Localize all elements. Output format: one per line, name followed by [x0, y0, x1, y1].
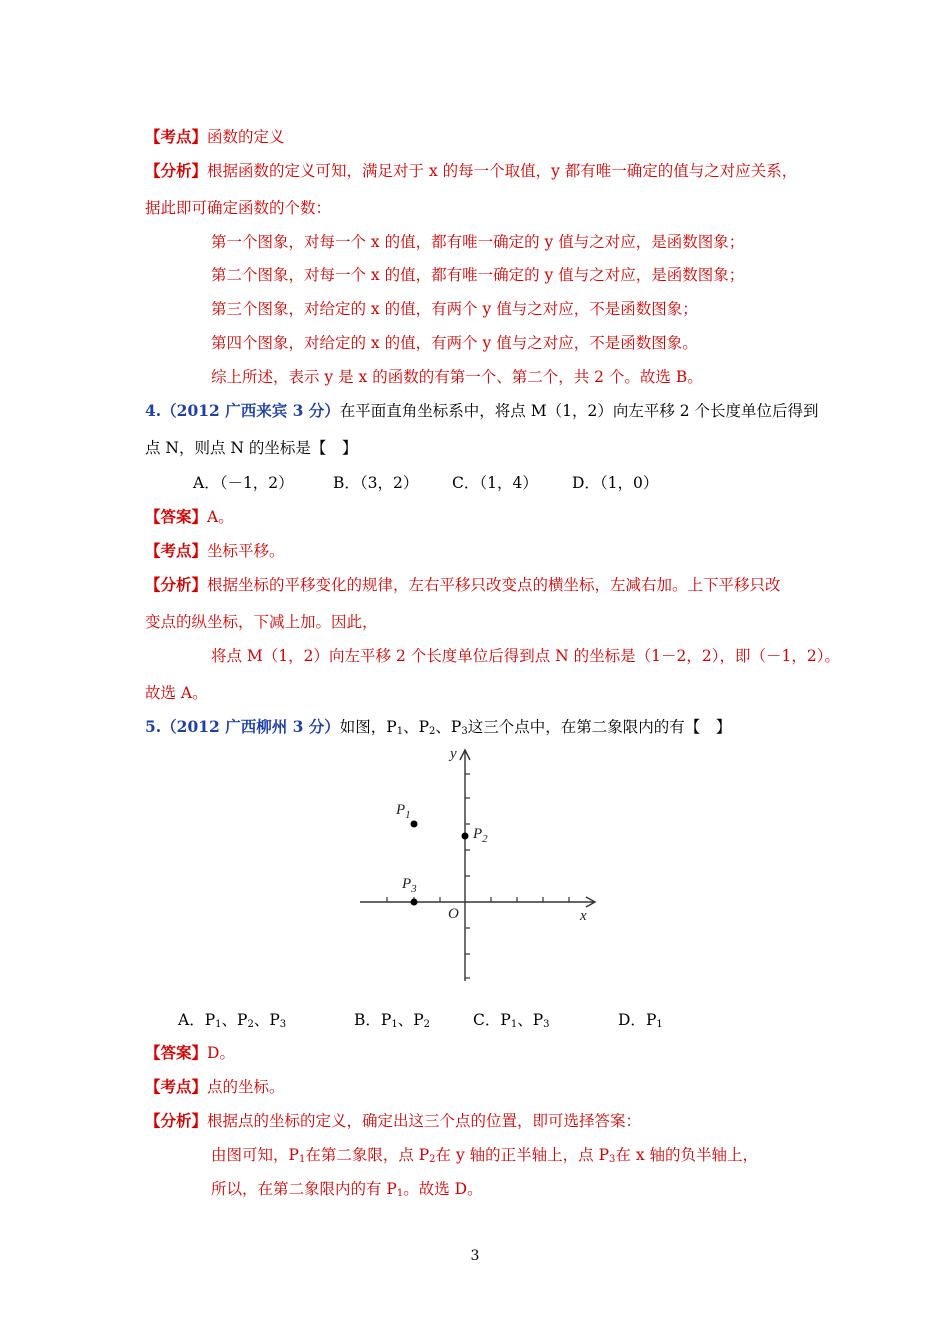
- q5-answer-line: [145, 1043, 235, 1063]
- option-text: 、P: [221, 1011, 248, 1029]
- point-p3: [411, 899, 418, 906]
- q3-reason-1: 第一个图象，对每一个 x 的值，都有唯一确定的 y 值与之对应，是函数图象；: [211, 233, 745, 251]
- p-letter: P: [402, 876, 412, 892]
- subscript: 1: [396, 726, 404, 737]
- p1-subscript: 1: [405, 809, 411, 821]
- origin-label: O: [448, 906, 459, 922]
- p1-label: [395, 802, 411, 821]
- fenxi-text: 。故选 D。: [403, 1180, 483, 1198]
- q4-kaodian: 坐标平移。: [207, 542, 285, 560]
- option-letter: D．: [618, 1011, 646, 1029]
- subscript: 3: [461, 726, 468, 737]
- q4-stem-line-1: [145, 401, 819, 421]
- option-letter: C．: [473, 1011, 501, 1029]
- option-text: P: [380, 1011, 392, 1029]
- subscript: 1: [396, 1188, 404, 1199]
- q4-stem-1: 在平面直角坐标系中，将点 M（1，2）向左平移 2 个长度单位后得到: [339, 402, 819, 420]
- q3-reason-3: 第三个图象，对给定的 x 的值，有两个 y 值与之对应，不是函数图象；: [211, 300, 698, 318]
- q5-stem-text: 、P: [435, 718, 462, 736]
- q4-fenxi-line-1: [145, 575, 781, 595]
- subscript: 2: [423, 1019, 431, 1030]
- q4-fenxi-line-3: 将点 M（1，2）向左平移 2 个长度单位后得到点 N 的坐标是（1－2，2），即（－1，2）。: [211, 647, 840, 665]
- coordinate-figure: [350, 738, 600, 988]
- option-text: 、P: [397, 1011, 424, 1029]
- fenxi-text: 在 x 轴的负半轴上，: [615, 1146, 758, 1164]
- x-axis-label: x: [580, 908, 587, 924]
- q3-fenxi-line-2: 据此即可确定函数的个数：: [145, 199, 332, 217]
- fenxi-text: 在第二象限，点 P: [305, 1146, 430, 1164]
- p3-label: [401, 876, 417, 895]
- answer-tag: 【答案】: [145, 507, 208, 526]
- q3-conclusion: 综上所述，表示 y 是 x 的函数的有第一个、第二个，共 2 个。故选 B。: [211, 368, 703, 386]
- q5-kaodian-line: [145, 1077, 285, 1097]
- p-letter: P: [396, 802, 406, 818]
- subscript: 3: [609, 1154, 616, 1165]
- fenxi-tag: 【分析】: [145, 161, 208, 180]
- q4-header: 4.（2012 广西来宾 3 分）: [145, 401, 340, 420]
- q5-option-c: [473, 1010, 550, 1035]
- q3-reason-4: 第四个图象，对给定的 x 的值，有两个 y 值与之对应，不是函数图象。: [211, 334, 698, 352]
- fenxi-text: 所以，在第二象限内的有 P: [211, 1180, 397, 1198]
- y-axis-label: y: [450, 746, 457, 762]
- p2-subscript: 2: [482, 833, 488, 845]
- fenxi-tag: 【分析】: [145, 575, 208, 594]
- q4-answer-line: [145, 507, 234, 527]
- kaodian-tag: 【考点】: [145, 127, 208, 146]
- q5-stem-text: 、P: [403, 718, 430, 736]
- p-letter: P: [473, 826, 483, 842]
- q5-answer: D。: [207, 1044, 235, 1062]
- subscript: 1: [656, 1019, 663, 1030]
- kaodian-text: 函数的定义: [207, 128, 285, 146]
- page-number: 3: [470, 1248, 480, 1264]
- q3-kaodian-line: [145, 127, 285, 147]
- option-text: P: [645, 1011, 657, 1029]
- q4-stem-line-2: 点 N，则点 N 的坐标是【 】: [145, 439, 358, 457]
- q5-header: 5.（2012 广西柳州 3 分）: [145, 717, 340, 736]
- q4-kaodian-line: [145, 541, 285, 561]
- q4-fenxi-line-2: 变点的纵坐标，下减上加。因此，: [145, 613, 378, 631]
- option-text: P: [204, 1011, 216, 1029]
- subscript: 1: [298, 1154, 306, 1165]
- q4-option-c: C．（1，4）: [452, 474, 538, 492]
- p2-label: [472, 826, 488, 845]
- q4-answer: A。: [207, 508, 234, 526]
- subscript: 1: [510, 1019, 518, 1030]
- q5-fenxi-line-3: [211, 1179, 483, 1204]
- q5-fenxi-1: 根据点的坐标的定义，确定出这三个点的位置，即可选择答案：: [207, 1112, 642, 1130]
- fenxi-text: 根据函数的定义可知，满足对于 x 的每一个取值，y 都有唯一确定的值与之对应关系，: [207, 162, 798, 180]
- fenxi-text: 在 y 轴的正半轴上，点 P: [435, 1146, 610, 1164]
- q5-option-d: [618, 1010, 663, 1035]
- q5-option-b: [354, 1010, 430, 1035]
- subscript: 2: [247, 1019, 254, 1030]
- q4-option-b: B．（3，2）: [333, 474, 419, 492]
- point-p1: [411, 821, 418, 828]
- fenxi-tag: 【分析】: [145, 1111, 208, 1130]
- q3-reason-2: 第二个图象，对每一个 x 的值，都有唯一确定的 y 值与之对应，是函数图象；: [211, 266, 745, 284]
- point-p2: [462, 833, 469, 840]
- q5-kaodian: 点的坐标。: [207, 1078, 285, 1096]
- option-letter: A．: [178, 1011, 205, 1029]
- subscript: 1: [391, 1019, 398, 1030]
- q3-fenxi-line-1: [145, 161, 797, 181]
- subscript: 3: [543, 1019, 550, 1030]
- q5-fenxi-line-2: [211, 1145, 758, 1170]
- q4-option-a: A．（－1，2）: [193, 474, 294, 492]
- option-text: 、P: [517, 1011, 544, 1029]
- kaodian-tag: 【考点】: [145, 541, 208, 560]
- kaodian-tag: 【考点】: [145, 1077, 208, 1096]
- q4-option-d: D．（1，0）: [572, 474, 659, 492]
- answer-tag: 【答案】: [145, 1043, 208, 1062]
- q5-stem-text: 如图，P: [339, 718, 397, 736]
- q4-fenxi-1: 根据坐标的平移变化的规律，左右平移只改变点的横坐标，左减右加。上下平移只改: [207, 576, 781, 594]
- q5-fenxi-line-1: [145, 1111, 641, 1131]
- q5-option-a: [178, 1010, 286, 1035]
- option-text: P: [500, 1011, 511, 1029]
- option-text: 、P: [253, 1011, 280, 1029]
- p3-subscript: 3: [411, 883, 417, 895]
- subscript: 2: [429, 726, 436, 737]
- fenxi-text: 由图可知，P: [211, 1146, 299, 1164]
- subscript: 3: [279, 1019, 287, 1030]
- q4-fenxi-line-4: 故选 A。: [145, 684, 208, 702]
- subscript: 2: [429, 1154, 436, 1165]
- q5-stem-text: 这三个点中，在第二象限内的有【 】: [467, 718, 732, 736]
- option-letter: B．: [354, 1011, 381, 1029]
- subscript: 1: [215, 1019, 222, 1030]
